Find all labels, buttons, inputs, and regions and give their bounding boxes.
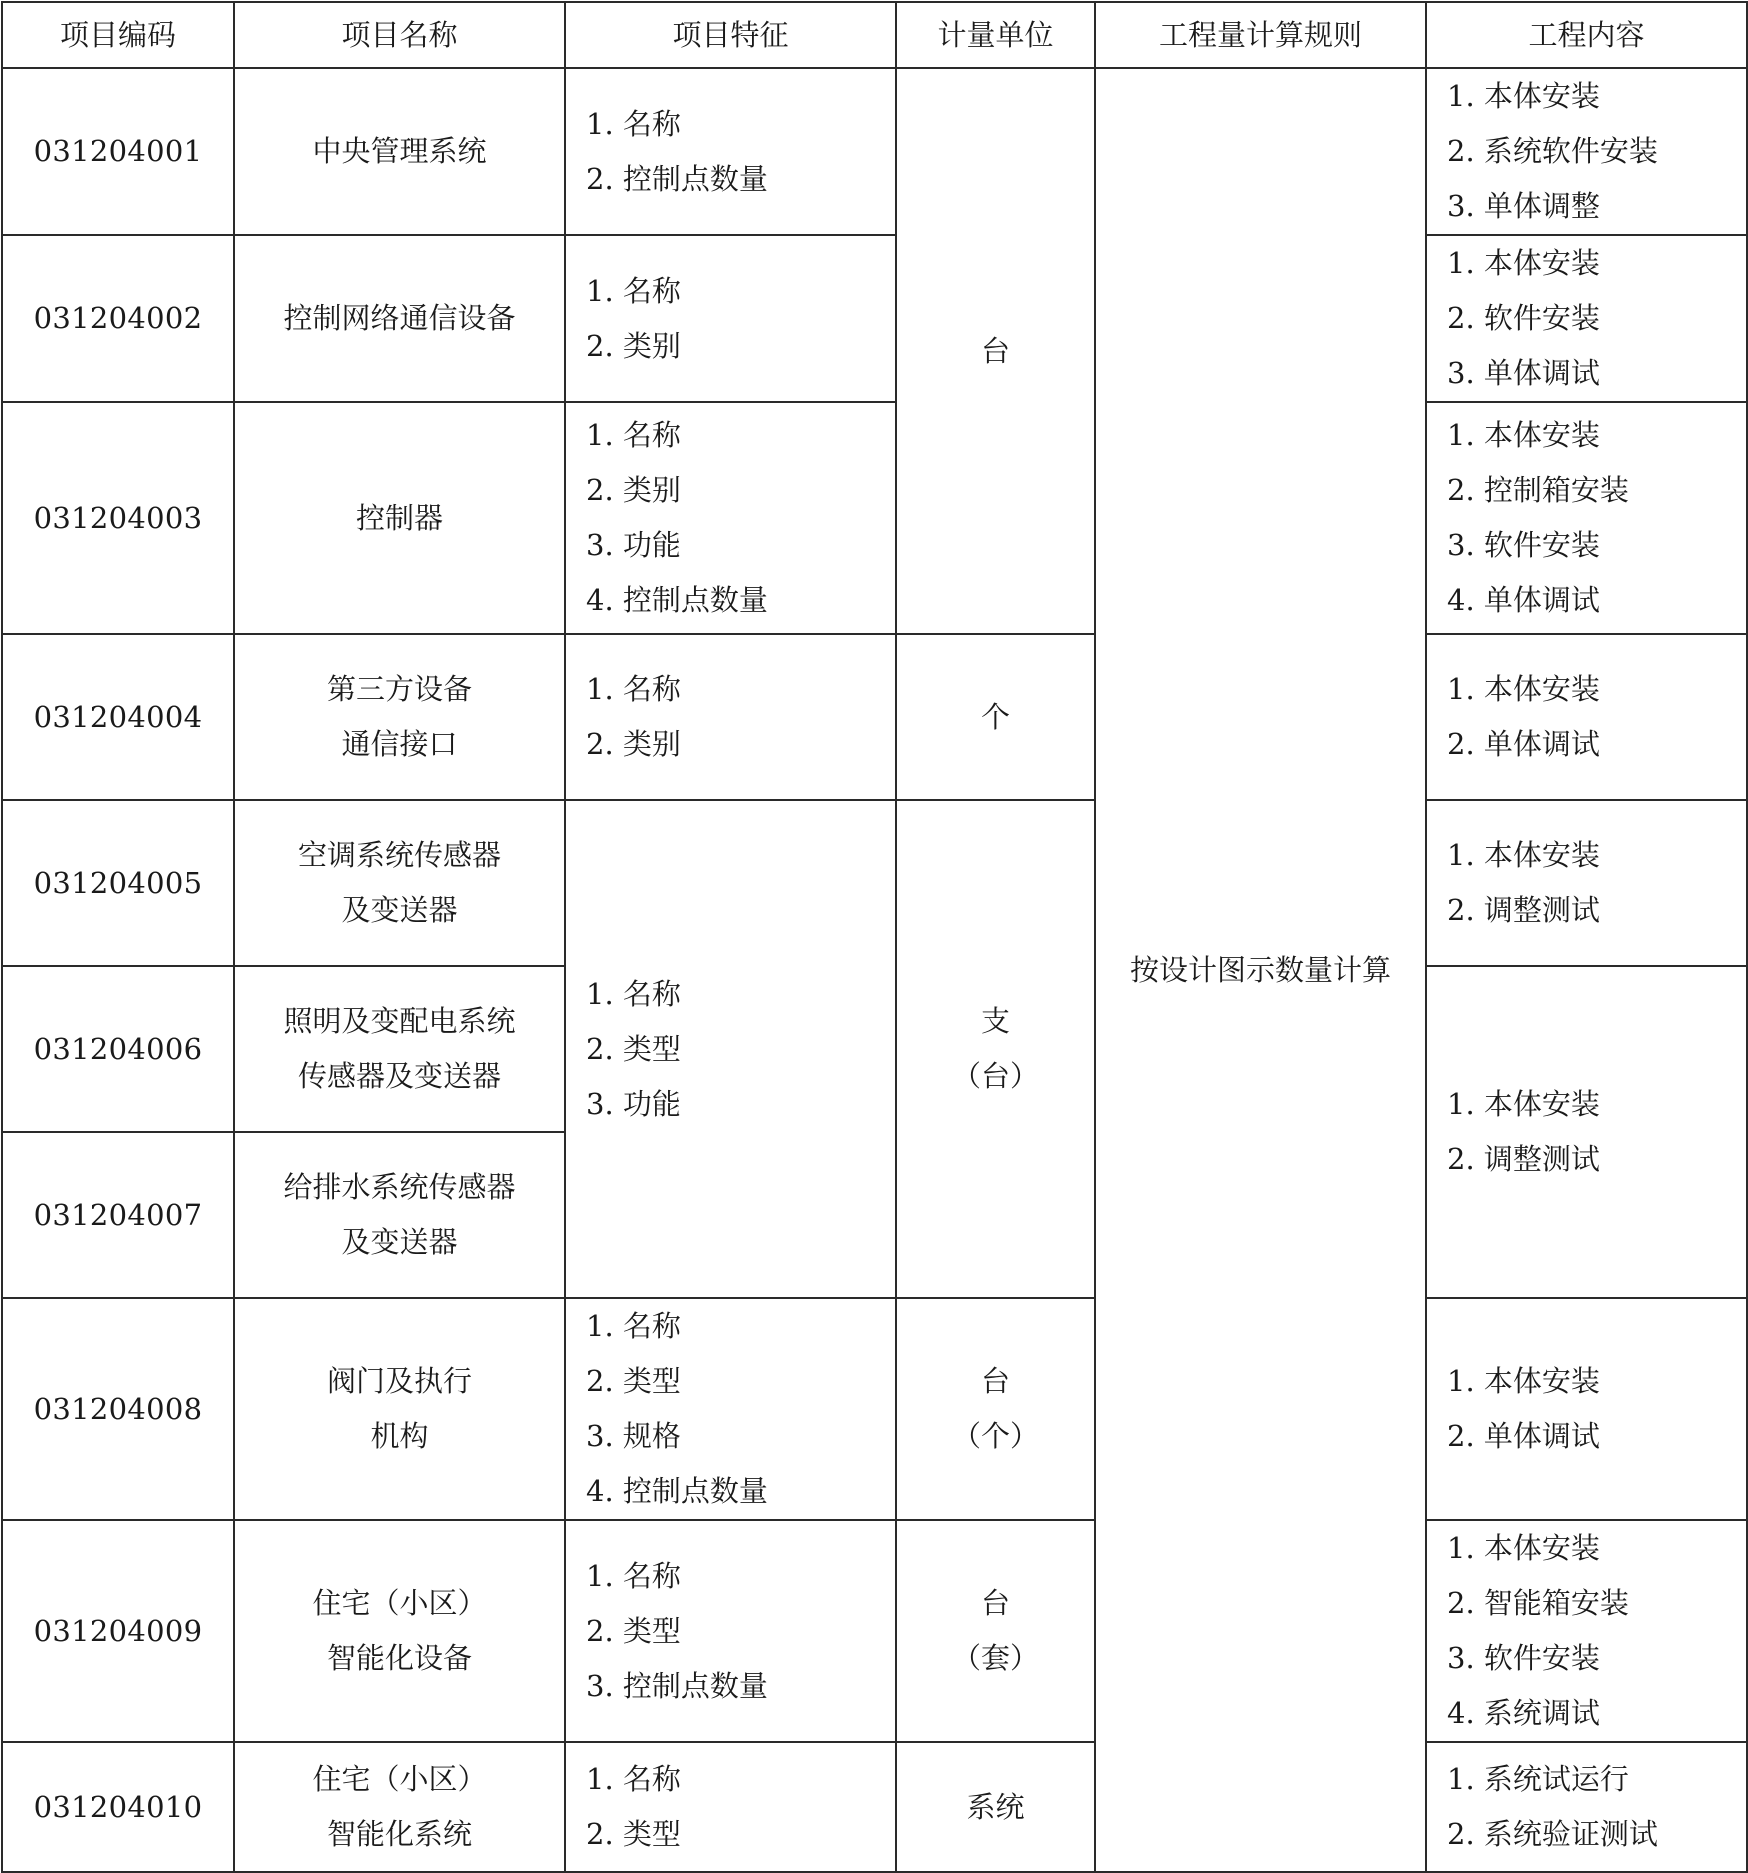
content-line: 2. 软件安装 xyxy=(1447,301,1600,335)
table-row xyxy=(2,402,1747,634)
item-name-line: 及变送器 xyxy=(341,893,458,927)
item-content xyxy=(1426,634,1747,800)
content-line: 1. 本体安装 xyxy=(1447,418,1600,452)
feature-line: 3. 功能 xyxy=(586,528,681,562)
feature-line: 1. 名称 xyxy=(586,418,681,452)
unit-line: （套） xyxy=(951,1641,1039,1675)
item-name-line: 通信接口 xyxy=(341,727,458,761)
content-line: 2. 系统验证测试 xyxy=(1447,1817,1658,1851)
item-name-line: 及变送器 xyxy=(341,1225,458,1259)
feature-line: 1. 名称 xyxy=(586,1309,681,1343)
item-content xyxy=(1426,402,1747,634)
table-row xyxy=(2,1298,1747,1520)
unit-cell xyxy=(896,1298,1095,1520)
content-line: 4. 系统调试 xyxy=(1447,1696,1600,1730)
unit-line: 台 xyxy=(980,333,1010,368)
item-name-line: 中央管理系统 xyxy=(312,134,487,168)
content-line: 2. 系统软件安装 xyxy=(1447,134,1658,168)
item-name-line: 住宅（小区） xyxy=(312,1762,487,1796)
content-line: 3. 软件安装 xyxy=(1447,1641,1600,1675)
table-row xyxy=(2,634,1747,800)
feature-line: 1. 名称 xyxy=(586,273,681,308)
content-line: 1. 本体安装 xyxy=(1447,838,1600,872)
rule-cell: 按设计图示数量计算 xyxy=(1095,68,1426,1872)
item-name-line: 控制器 xyxy=(355,500,443,535)
content-line: 2. 调整测试 xyxy=(1447,1142,1600,1176)
item-content xyxy=(1426,68,1747,235)
content-line: 1. 本体安装 xyxy=(1447,246,1600,280)
table-row xyxy=(2,1520,1747,1742)
item-name-line: 第三方设备 xyxy=(326,672,472,706)
item-code: 031204010 xyxy=(2,1742,234,1872)
item-content xyxy=(1426,235,1747,402)
item-code: 031204006 xyxy=(2,966,234,1132)
content-line: 1. 系统试运行 xyxy=(1447,1762,1629,1796)
content-line: 2. 单体调试 xyxy=(1447,1419,1600,1453)
feature-line: 4. 控制点数量 xyxy=(586,583,768,617)
header-rule: 工程量计算规则 xyxy=(1095,2,1426,68)
item-name xyxy=(234,800,565,966)
unit-line: 系统 xyxy=(966,1789,1025,1824)
item-name-line: 传感器及变送器 xyxy=(297,1059,501,1093)
item-name xyxy=(234,68,565,235)
item-features xyxy=(565,68,896,235)
unit-cell xyxy=(896,1742,1095,1872)
table-row xyxy=(2,68,1747,235)
item-features xyxy=(565,402,896,634)
item-features xyxy=(565,1298,896,1520)
quantity-rules-table xyxy=(1,1,1748,1873)
unit-line: 个 xyxy=(980,699,1010,734)
content-line: 2. 单体调试 xyxy=(1447,727,1600,761)
item-name xyxy=(234,235,565,402)
content-line: 2. 调整测试 xyxy=(1447,893,1600,927)
content-line: 1. 本体安装 xyxy=(1447,1364,1600,1398)
item-features xyxy=(565,1520,896,1742)
item-name xyxy=(234,1742,565,1872)
feature-line: 2. 类型 xyxy=(586,1364,681,1398)
feature-line: 1. 名称 xyxy=(586,672,681,706)
unit-cell xyxy=(896,68,1095,634)
item-name xyxy=(234,402,565,634)
feature-line: 2. 类型 xyxy=(586,1031,681,1066)
header-content: 工程内容 xyxy=(1426,2,1747,68)
table-row xyxy=(2,1742,1747,1872)
feature-line: 2. 类别 xyxy=(586,473,681,507)
item-features xyxy=(565,1742,896,1872)
item-code: 031204008 xyxy=(2,1298,234,1520)
content-line: 3. 单体调试 xyxy=(1447,356,1600,390)
item-name-line: 阀门及执行 xyxy=(326,1364,472,1398)
content-line: 2. 智能箱安装 xyxy=(1447,1586,1629,1620)
item-content xyxy=(1426,1742,1747,1872)
item-code: 031204005 xyxy=(2,800,234,966)
unit-line: 支 xyxy=(980,1004,1010,1038)
item-name-line: 照明及变配电系统 xyxy=(283,1004,516,1038)
item-content-shared xyxy=(1426,966,1747,1298)
feature-line: 3. 功能 xyxy=(586,1086,681,1121)
item-features xyxy=(565,634,896,800)
content-line: 3. 软件安装 xyxy=(1447,528,1600,562)
unit-line: （个） xyxy=(951,1419,1039,1453)
item-name-line: 智能化系统 xyxy=(326,1817,472,1851)
item-code: 031204004 xyxy=(2,634,234,800)
header-name: 项目名称 xyxy=(234,2,565,68)
content-line: 1. 本体安装 xyxy=(1447,79,1600,113)
item-code: 031204003 xyxy=(2,402,234,634)
table-row xyxy=(2,235,1747,402)
feature-line: 1. 名称 xyxy=(586,1762,681,1796)
item-name xyxy=(234,1520,565,1742)
header-features: 项目特征 xyxy=(565,2,896,68)
feature-line: 1. 名称 xyxy=(586,976,681,1011)
content-line: 4. 单体调试 xyxy=(1447,583,1600,617)
unit-line: （台） xyxy=(951,1059,1039,1093)
item-code: 031204007 xyxy=(2,1132,234,1298)
table-row xyxy=(2,800,1747,966)
unit-line: 台 xyxy=(980,1586,1010,1620)
item-name-line: 控制网络通信设备 xyxy=(283,301,516,335)
feature-line: 2. 类别 xyxy=(586,727,681,761)
unit-line: 台 xyxy=(980,1364,1010,1398)
item-name-line: 给排水系统传感器 xyxy=(283,1170,516,1204)
item-name xyxy=(234,1298,565,1520)
unit-cell xyxy=(896,634,1095,800)
item-content xyxy=(1426,800,1747,966)
content-line: 3. 单体调整 xyxy=(1447,189,1600,223)
item-name-line: 住宅（小区） xyxy=(312,1586,487,1620)
feature-line: 3. 规格 xyxy=(586,1419,681,1453)
header-code: 项目编码 xyxy=(2,2,234,68)
item-content xyxy=(1426,1520,1747,1742)
content-line: 1. 本体安装 xyxy=(1447,672,1600,706)
item-name-line: 智能化设备 xyxy=(326,1641,472,1675)
feature-line: 2. 类别 xyxy=(586,328,681,363)
feature-line: 4. 控制点数量 xyxy=(586,1474,768,1508)
feature-line: 1. 名称 xyxy=(586,106,681,141)
item-content xyxy=(1426,1298,1747,1520)
item-name-line: 空调系统传感器 xyxy=(297,838,501,872)
content-line: 2. 控制箱安装 xyxy=(1447,473,1629,507)
feature-line: 2. 类型 xyxy=(586,1613,681,1648)
feature-line: 1. 名称 xyxy=(586,1558,681,1593)
item-name xyxy=(234,966,565,1132)
item-name xyxy=(234,634,565,800)
content-line: 1. 本体安装 xyxy=(1447,1087,1600,1121)
header-row xyxy=(2,2,1747,68)
content-line: 1. 本体安装 xyxy=(1447,1531,1600,1565)
item-name xyxy=(234,1132,565,1298)
feature-line: 3. 控制点数量 xyxy=(586,1668,768,1703)
item-features xyxy=(565,235,896,402)
item-code: 031204002 xyxy=(2,235,234,402)
item-name-line: 机构 xyxy=(370,1419,429,1453)
item-code: 031204001 xyxy=(2,68,234,235)
header-unit: 计量单位 xyxy=(896,2,1095,68)
feature-line: 2. 控制点数量 xyxy=(586,161,768,196)
unit-cell xyxy=(896,1520,1095,1742)
item-features-shared xyxy=(565,800,896,1298)
feature-line: 2. 类型 xyxy=(586,1817,681,1851)
unit-cell xyxy=(896,800,1095,1298)
item-code: 031204009 xyxy=(2,1520,234,1742)
